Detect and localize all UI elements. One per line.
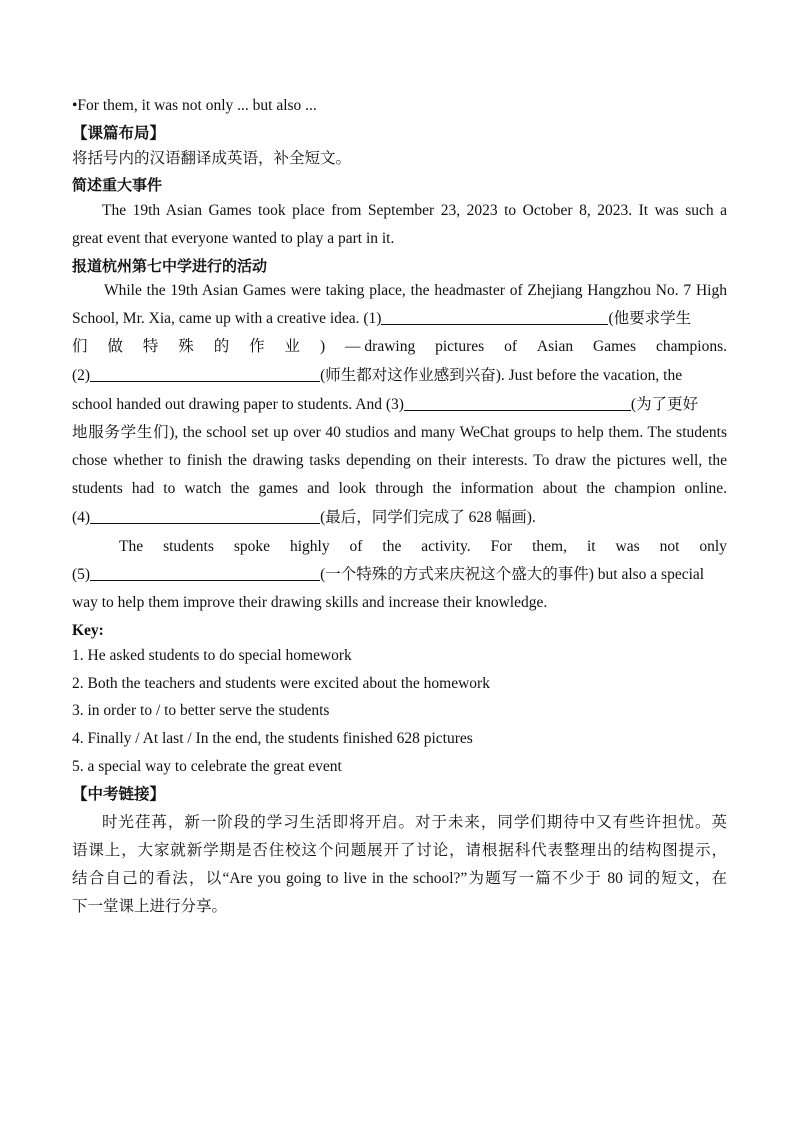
- para2-line3: [72, 336, 727, 358]
- exam-text-line2: 语课上，大家就新学期是否住校这个问题展开了讨论，请根据科代表整理出的结构图提示，: [72, 842, 727, 859]
- word: activity.: [421, 538, 471, 555]
- blank-2[interactable]: [90, 366, 320, 382]
- blank-1[interactable]: [381, 309, 608, 325]
- key-label: Key:: [72, 622, 104, 639]
- word: the: [382, 538, 402, 555]
- blank-number-2: (2): [72, 367, 91, 384]
- word: 的: [213, 338, 230, 355]
- key-item: 2. Both the teachers and students were excited about the homework: [72, 675, 490, 692]
- word: of: [504, 338, 518, 355]
- key-item: 1. He asked students to do special homework: [72, 647, 352, 664]
- subheading-activity: 报道杭州第七中学进行的活动: [72, 259, 268, 275]
- section-heading-layout: 【课篇布局】: [72, 125, 166, 142]
- word: it: [586, 538, 596, 555]
- para2-line2: [72, 308, 727, 330]
- word: pictures: [435, 338, 485, 355]
- para2-line9: [72, 507, 727, 529]
- word: students: [163, 538, 214, 555]
- para2-line4: [72, 365, 727, 387]
- para2-line8: students had to watch the games and look through the information about the champion online.: [72, 480, 727, 497]
- key-item: 3. in order to / to better serve the students: [72, 702, 330, 719]
- word: 特: [142, 338, 159, 355]
- word: ): [319, 338, 326, 355]
- exam-text-line1: 时光荏苒，新一阶段的学习生活即将开启。对于未来，同学们期待中又有些许担忧。英: [102, 814, 727, 831]
- word: champions.: [655, 338, 727, 355]
- blank-4[interactable]: [90, 508, 320, 524]
- para2-line2-text: School, Mr. Xia, came up with a creative idea. (1): [72, 310, 382, 327]
- word: 做: [107, 338, 123, 355]
- word: only: [699, 538, 727, 555]
- para3-line1: [72, 536, 727, 558]
- intro-line: •For them, it was not only ... but also ...: [72, 97, 317, 114]
- instruction-text: 将括号内的汉语翻译成英语，补全短文。: [72, 150, 352, 167]
- word: — drawing: [345, 338, 416, 355]
- para2-line7: chose whether to finish the drawing tasks depending on their interests. To draw the pictures well, the: [72, 452, 727, 469]
- blank-number-4: (4): [72, 509, 91, 526]
- para2-line5-text: school handed out drawing paper to students. And (3): [72, 396, 404, 413]
- hint-5: (一个特殊的方式来庆祝这个盛大的事件) but also a special: [320, 566, 705, 583]
- para2-line1: While the 19th Asian Games were taking place, the headmaster of Zhejiang Hangzhou No. 7 High: [104, 282, 727, 299]
- para2-line6: 地服务学生们), the school set up over 40 studios and many WeChat groups to help them. The students: [72, 424, 727, 441]
- word: of: [349, 538, 363, 555]
- word: 作: [249, 338, 265, 355]
- hint-4: (最后，同学们完成了 628 幅画).: [320, 509, 536, 526]
- word: highly: [289, 538, 330, 555]
- word: 殊: [178, 338, 194, 355]
- blank-3[interactable]: [404, 395, 631, 411]
- key-item: 4. Finally / At last / In the end, the students finished 628 pictures: [72, 730, 473, 747]
- exam-text-line4: 下一堂课上进行分享。: [72, 898, 228, 915]
- word: them,: [532, 538, 567, 555]
- para3-line2: [72, 564, 727, 586]
- blank-number-5: (5): [72, 566, 91, 583]
- word: Games: [593, 338, 637, 355]
- para1-line2: great event that everyone wanted to play a part in it.: [72, 230, 395, 247]
- para2-line5: [72, 394, 727, 416]
- key-item: 5. a special way to celebrate the great event: [72, 758, 342, 775]
- hint-1: (他要求学生: [608, 310, 692, 327]
- exam-text-line3: 结合自己的看法，以“Are you going to live in the school?”为题写一篇不少于 80 词的短文，在: [72, 870, 727, 887]
- blank-5[interactable]: [90, 565, 320, 581]
- subheading-event: 简述重大事件: [72, 178, 163, 194]
- para3-line3: way to help them improve their drawing skills and increase their knowledge.: [72, 594, 548, 611]
- word: was: [615, 538, 640, 555]
- hint-2: (师生都对这作业感到兴奋). Just before the vacation, the: [320, 367, 683, 384]
- para1-line1: The 19th Asian Games took place from September 23, 2023 to October 8, 2023. It was such a: [102, 202, 727, 219]
- word: 业: [284, 338, 301, 355]
- word: The: [119, 538, 144, 555]
- word: not: [659, 538, 680, 555]
- section-heading-exam: 【中考链接】: [72, 786, 166, 803]
- word: 们: [72, 338, 88, 355]
- word: spoke: [233, 538, 270, 555]
- word: Asian: [536, 338, 574, 355]
- word: For: [490, 538, 513, 555]
- hint-3: (为了更好: [630, 396, 699, 413]
